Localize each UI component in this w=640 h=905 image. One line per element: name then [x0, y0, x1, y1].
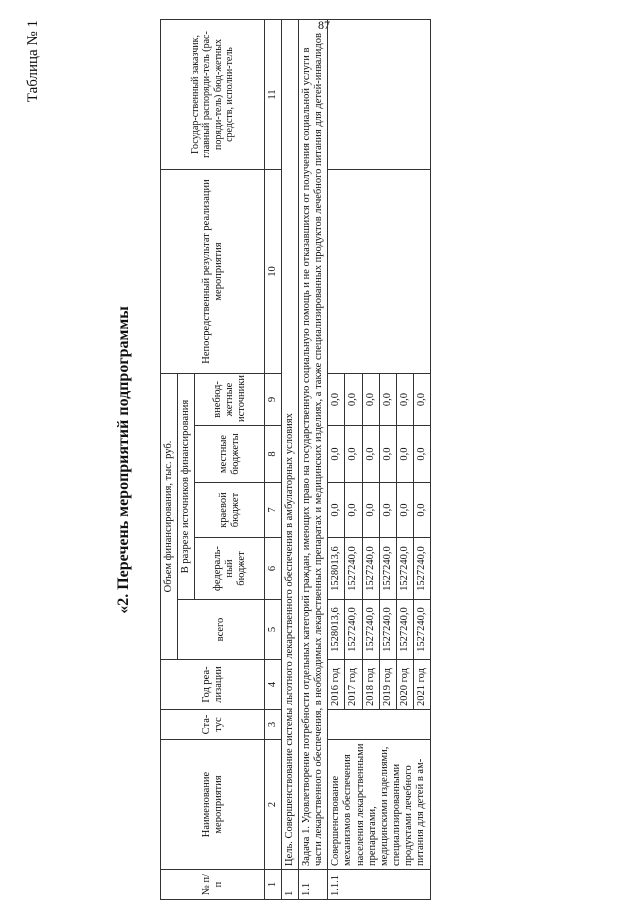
measure-local-cell: 0,0 [362, 426, 379, 483]
measure-extra-cell: 0,0 [379, 374, 396, 426]
header-volume: Объем финансирования, тыс. руб. [161, 374, 178, 660]
goal-num: 1 [282, 870, 299, 900]
measure-local-cell: 0,0 [345, 426, 362, 483]
col-number: 7 [265, 483, 282, 538]
measure-total-cell: 1527240,0 [345, 600, 362, 660]
header-local: местные бюджеты [195, 426, 265, 483]
measure-status [328, 710, 430, 740]
document-title: «2. Перечень мероприятий подпрограммы [115, 306, 132, 614]
col-number: 1 [265, 870, 282, 900]
measure-local-cell: 0,0 [413, 426, 430, 483]
measure-regional-cell: 0,0 [362, 483, 379, 538]
col-number: 8 [265, 426, 282, 483]
measure-extra-cell: 0,0 [396, 374, 413, 426]
page-number: 87 [318, 18, 330, 32]
measures-table [160, 19, 431, 900]
header-by-source: В разрезе источников финансирования [178, 374, 195, 600]
measure-local-cell: 0,0 [396, 426, 413, 483]
task-num: 1.1 [299, 870, 328, 900]
measure-total-cell: 1527240,0 [362, 600, 379, 660]
measure-local-cell: 0,0 [379, 426, 396, 483]
measure-year-cell: 2021 год [413, 660, 430, 710]
col-number: 10 [265, 170, 282, 374]
measure-federal-cell: 1527240,0 [379, 538, 396, 600]
col-number: 2 [265, 740, 282, 870]
measure-result-cell [328, 170, 430, 374]
measure-total-cell: 1527240,0 [396, 600, 413, 660]
measure-regional-cell: 0,0 [328, 483, 345, 538]
measure-year-cell: 2018 год [362, 660, 379, 710]
measure-year-cell: 2020 год [396, 660, 413, 710]
measure-year-cell: 2019 год [379, 660, 396, 710]
measure-regional-cell: 0,0 [413, 483, 430, 538]
header-customer: Государ-ственный заказчик, главный распоряди-тель (рас-поряди-тель) бюд-жетных средств, исполни-тель [161, 20, 265, 170]
measure-customer-cell [328, 20, 430, 170]
goal-text: Цель. Совершенствование системы льготного лекарственного обеспечения в амбулаторных условиях [282, 20, 299, 870]
header-result: Непосредственный результат реализации мероприятия [161, 170, 265, 374]
measure-year-cell: 2016 год [328, 660, 345, 710]
measure-total-cell: 1527240,0 [413, 600, 430, 660]
measure-year-cell: 2017 год [345, 660, 362, 710]
measure-regional-cell: 0,0 [345, 483, 362, 538]
measure-extra-cell: 0,0 [328, 374, 345, 426]
col-number: 5 [265, 600, 282, 660]
measure-federal-cell: 1527240,0 [396, 538, 413, 600]
col-number: 3 [265, 710, 282, 740]
measure-extra-cell: 0,0 [345, 374, 362, 426]
measure-extra-cell: 0,0 [362, 374, 379, 426]
measure-federal-cell: 1528013,6 [328, 538, 345, 600]
header-total: всего [178, 600, 265, 660]
measure-federal-cell: 1527240,0 [413, 538, 430, 600]
header-status: Ста-тус [161, 710, 265, 740]
measure-local-cell: 0,0 [328, 426, 345, 483]
table-label: Таблица № 1 [25, 20, 41, 103]
col-number: 11 [265, 20, 282, 170]
measure-federal-cell: 1527240,0 [345, 538, 362, 600]
measure-regional-cell: 0,0 [379, 483, 396, 538]
header-name: Наименование мероприятия [161, 740, 265, 870]
measure-total-cell: 1528013,6 [328, 600, 345, 660]
task-text: Задача 1. Удовлетворение потребности отдельных категорий граждан, имеющих право на государственную социальную помощь и не отказавшихся от получения социальной услуги в части лекарственного обеспечения, в необходимых лекарственных препаратах и медицинских изделиях, а также специализированных продуктов лечебного питания для детей-инвалидов [299, 20, 328, 870]
measure-name: Совершенствование механизмов обеспечения населения лекарственными препаратами, медицинскими изделиями, специализированными продуктами лечебного питания для детей в ам- [328, 740, 430, 870]
rotated-document-sheet [25, 20, 620, 900]
col-number: 9 [265, 374, 282, 426]
measure-extra-cell: 0,0 [413, 374, 430, 426]
header-year: Год реа-лизации [161, 660, 265, 710]
measure-federal-cell: 1527240,0 [362, 538, 379, 600]
col-number: 6 [265, 538, 282, 600]
measure-regional-cell: 0,0 [396, 483, 413, 538]
measure-num: 1.1.1 [328, 870, 430, 900]
measure-total-cell: 1527240,0 [379, 600, 396, 660]
col-number: 4 [265, 660, 282, 710]
header-num: № п/п [161, 870, 265, 900]
header-extrabudget: внебюд-жетные источники [195, 374, 265, 426]
header-federal: федераль-ный бюджет [195, 538, 265, 600]
header-regional: краевой бюджет [195, 483, 265, 538]
